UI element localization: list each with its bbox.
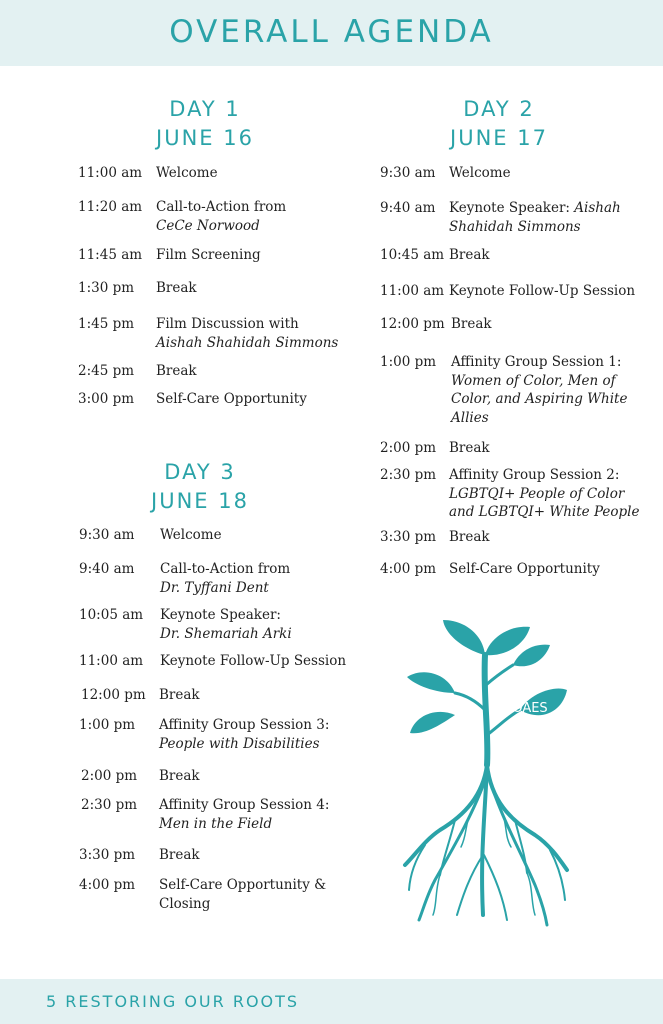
- session-time: 3:00 pm: [78, 391, 135, 407]
- session-description: [159, 876, 326, 913]
- session-title: Keynote Speaker:: [449, 200, 575, 216]
- session-detail-line: Color, and Aspiring White: [451, 391, 628, 407]
- day-1-date: JUNE 16: [156, 126, 254, 150]
- logo-text: OAES: [512, 701, 548, 716]
- session-title: Call-to-Action from: [156, 199, 287, 215]
- session-title: Self-Care Opportunity &: [159, 877, 327, 893]
- session-time: 12:00 pm: [380, 316, 445, 332]
- day-1-label: DAY 1: [169, 97, 241, 121]
- session-time: 3:30 pm: [380, 529, 437, 545]
- session-time: 9:30 am: [380, 165, 436, 181]
- session-time: 11:00 am: [78, 165, 143, 181]
- session-title: Keynote Speaker:: [160, 607, 281, 623]
- session-description: [449, 199, 621, 236]
- session-time: 11:00 am: [380, 283, 445, 299]
- session-time: 2:30 pm: [81, 797, 138, 813]
- session-time: 11:20 am: [78, 199, 143, 215]
- day-3-date: JUNE 18: [151, 489, 249, 513]
- session-title: Break: [159, 847, 200, 863]
- session-title: Break: [449, 440, 490, 456]
- plant-roots-logo: [395, 615, 575, 940]
- session-speaker-first: Aishah: [574, 200, 621, 216]
- session-audience: People with Disabilities: [159, 735, 320, 752]
- session-title: Affinity Group Session 4:: [159, 797, 330, 813]
- session-speaker: Shahidah Simmons: [449, 218, 581, 235]
- session-time: 11:00 am: [79, 653, 144, 669]
- session-time: 1:00 pm: [79, 717, 136, 733]
- session-title: Break: [156, 363, 197, 379]
- session-time: 2:00 pm: [81, 768, 138, 784]
- session-time: 9:30 am: [79, 527, 135, 543]
- session-description: [449, 466, 640, 522]
- session-time: 4:00 pm: [79, 877, 136, 893]
- session-time: 10:05 am: [79, 607, 144, 623]
- session-title: Break: [449, 529, 490, 545]
- session-detail-line: Women of Color, Men of: [451, 372, 616, 389]
- session-title: Welcome: [160, 527, 222, 543]
- session-description: [156, 315, 338, 352]
- session-title: Welcome: [156, 165, 218, 181]
- session-time: 3:30 pm: [79, 847, 136, 863]
- session-time: 2:45 pm: [78, 363, 135, 379]
- session-title: Break: [159, 687, 200, 703]
- page-number: 5: [46, 992, 59, 1011]
- session-description: [451, 353, 627, 427]
- session-title: Affinity Group Session 2:: [449, 467, 620, 483]
- session-title: Break: [449, 247, 490, 263]
- session-title: Welcome: [449, 165, 511, 181]
- session-speaker: CeCe Norwood: [156, 217, 260, 234]
- session-time: 9:40 am: [380, 200, 436, 216]
- session-detail-line: Allies: [451, 409, 489, 426]
- page-title: OVERALL AGENDA: [169, 14, 494, 50]
- session-title: Affinity Group Session 3:: [159, 717, 330, 733]
- session-detail-line: LGBTQI+ People of Color: [449, 485, 625, 502]
- session-time: 11:45 am: [78, 247, 143, 263]
- session-title: Self-Care Opportunity: [449, 561, 600, 577]
- session-speaker: Dr. Tyffani Dent: [160, 579, 269, 596]
- session-title: Keynote Follow-Up Session: [160, 653, 347, 669]
- session-time: 10:45 am: [380, 247, 445, 263]
- session-description: [160, 606, 292, 643]
- session-audience: Men in the Field: [159, 815, 273, 832]
- footer: [46, 992, 299, 1011]
- day-3-heading: [125, 458, 275, 516]
- session-time: 2:00 pm: [380, 440, 437, 456]
- session-title-continued: Closing: [159, 895, 211, 912]
- session-description: [156, 198, 286, 235]
- session-detail-line: and LGBTQI+ White People: [449, 504, 640, 520]
- session-title: Keynote Follow-Up Session: [449, 283, 636, 299]
- session-time: 2:30 pm: [380, 467, 437, 483]
- session-time: 12:00 pm: [81, 687, 146, 703]
- session-title: Break: [159, 768, 200, 784]
- session-time: 4:00 pm: [380, 561, 437, 577]
- session-speaker: Dr. Shemariah Arki: [160, 625, 292, 642]
- session-title: Break: [156, 280, 197, 296]
- day-3-label: DAY 3: [164, 460, 236, 484]
- session-title: Film Screening: [156, 247, 261, 263]
- session-title: Break: [451, 316, 492, 332]
- session-description: [160, 560, 290, 597]
- footer-section-title: RESTORING OUR ROOTS: [65, 992, 300, 1011]
- day-2-label: DAY 2: [463, 97, 535, 121]
- session-title: Film Discussion with: [156, 316, 299, 332]
- session-description: [159, 796, 329, 833]
- session-title: Affinity Group Session 1:: [451, 354, 622, 370]
- session-description: [159, 716, 329, 753]
- session-time: 1:30 pm: [78, 280, 135, 296]
- session-time: 1:00 pm: [380, 354, 437, 370]
- day-2-heading: [424, 95, 574, 153]
- session-time: 9:40 am: [79, 561, 135, 577]
- session-title: Self-Care Opportunity: [156, 391, 307, 407]
- session-title: Call-to-Action from: [160, 561, 291, 577]
- day-2-date: JUNE 17: [450, 126, 548, 150]
- session-speaker: Aishah Shahidah Simmons: [156, 334, 339, 351]
- session-time: 1:45 pm: [78, 316, 135, 332]
- day-1-heading: [130, 95, 280, 153]
